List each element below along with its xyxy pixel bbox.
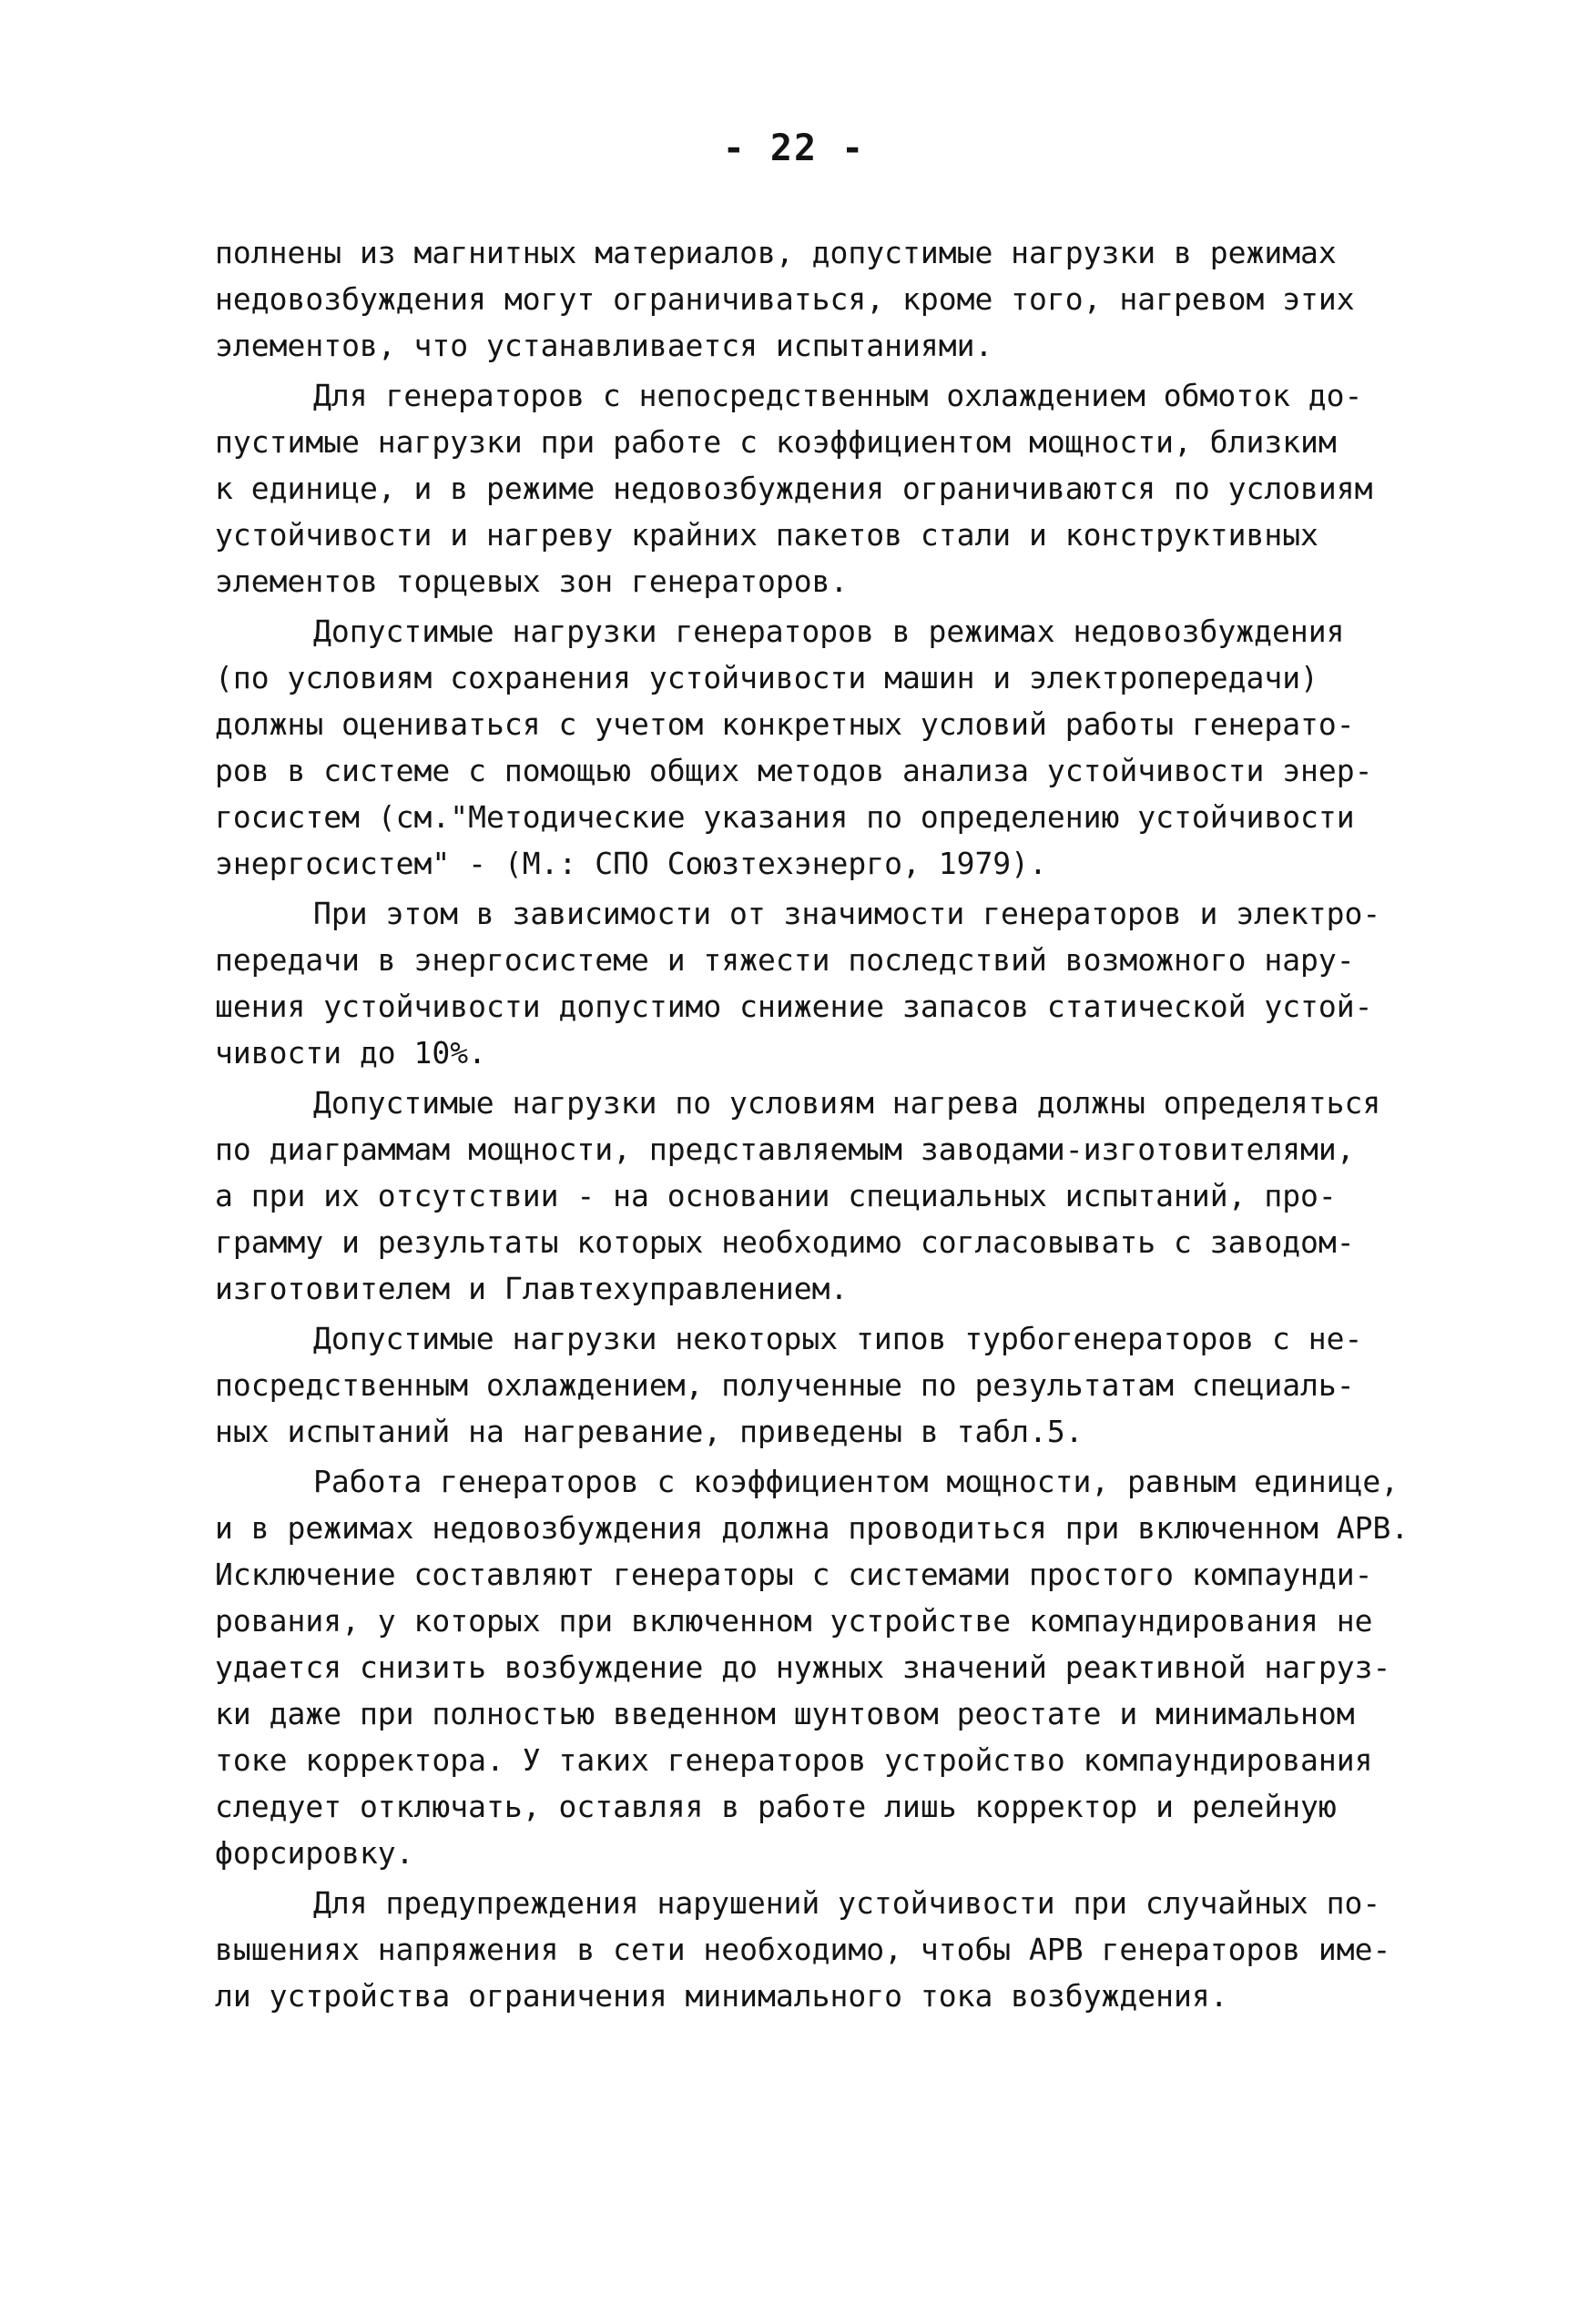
text-line: по диаграммам мощности, представляемым заводами-изготовителями, [215,1132,1355,1167]
text-line: рования, у которых при включенном устройстве компаундирования не [215,1603,1373,1639]
text-line: Работа генераторов с коэффициентом мощности, равным единице, [313,1464,1400,1499]
text-line: пустимые нагрузки при работе с коэффициентом мощности, близким [215,424,1337,460]
body-text [215,229,1435,2023]
page-number: - 22 - [722,127,866,169]
text-line: передачи в энергосистеме и тяжести последствий возможного нару- [215,942,1355,978]
text-line: ных испытаний на нагревание, приведены в табл.5. [215,1414,1084,1449]
text-line: грамму и результаты которых необходимо согласовывать с заводом- [215,1224,1355,1260]
text-line: Допустимые нагрузки генераторов в режимах недовозбуждения [313,614,1345,649]
paragraph-4 [215,890,1435,1076]
text-line: изготовителем и Главтехуправлением. [215,1271,849,1306]
text-line: форсировку. [215,1835,414,1871]
paragraph-6 [215,1315,1435,1455]
text-line: Допустимые нагрузки некоторых типов турбогенераторов с не- [313,1321,1363,1356]
paragraph-1 [215,229,1435,369]
text-line: недовозбуждения могут ограничиваться, кроме того, нагревом этих [215,281,1355,317]
text-line: следует отключать, оставляя в работе лишь корректор и релейную [215,1789,1337,1824]
text-line: полнены из магнитных материалов, допустимые нагрузки в режимах [215,235,1337,270]
text-line: госистем (см."Методические указания по определению устойчивости [215,799,1355,835]
text-line: ли устройства ограничения минимального тока возбуждения. [215,1978,1228,2014]
text-line: (по условиям сохранения устойчивости машин и электропередачи) [215,660,1318,695]
paragraph-8 [215,1880,1435,2019]
text-line: Для генераторов с непосредственным охлаждением обмоток до- [313,378,1363,413]
paragraph-3 [215,608,1435,887]
text-line: удается снизить возбуждение до нужных значений реактивной нагруз- [215,1649,1391,1685]
text-line: токе корректора. У таких генераторов устройство компаундирования [215,1742,1373,1778]
text-line: устойчивости и нагреву крайних пакетов стали и конструктивных [215,517,1318,553]
paragraph-7 [215,1458,1435,1876]
text-line: При этом в зависимости от значимости генераторов и электро- [313,896,1381,931]
text-line: и в режимах недовозбуждения должна проводиться при включенном АРВ. [215,1510,1410,1546]
text-line: к единице, и в режиме недовозбуждения ограничиваются по условиям [215,471,1373,506]
text-line: Допустимые нагрузки по условиям нагрева должны определяться [313,1085,1381,1121]
paragraph-5 [215,1080,1435,1312]
text-line: ров в системе с помощью общих методов анализа устойчивости энер- [215,753,1373,788]
text-line: энергосистем" - (М.: СПО Союзтехэнерго, 1979). [215,846,1047,881]
text-line: посредственным охлаждением, полученные по результатам специаль- [215,1367,1355,1403]
text-line: шения устойчивости допустимо снижение запасов статической устой- [215,989,1373,1024]
text-line: ки даже при полностью введенном шунтовом реостате и минимальном [215,1696,1355,1731]
text-line: Для предупреждения нарушений устойчивости при случайных по- [313,1885,1381,1921]
text-line: вышениях напряжения в сети необходимо, чтобы АРВ генераторов име- [215,1932,1391,1967]
text-line: чивости до 10%. [215,1035,487,1071]
text-line: Исключение составляют генераторы с системами простого компаунди- [215,1557,1373,1592]
paragraph-2 [215,372,1435,604]
text-line: элементов торцевых зон генераторов. [215,563,849,599]
text-line: элементов, что устанавливается испытаниями. [215,328,993,363]
text-line: должны оцениваться с учетом конкретных условий работы генерато- [215,706,1355,742]
text-line: а при их отсутствии - на основании специальных испытаний, про- [215,1178,1337,1213]
